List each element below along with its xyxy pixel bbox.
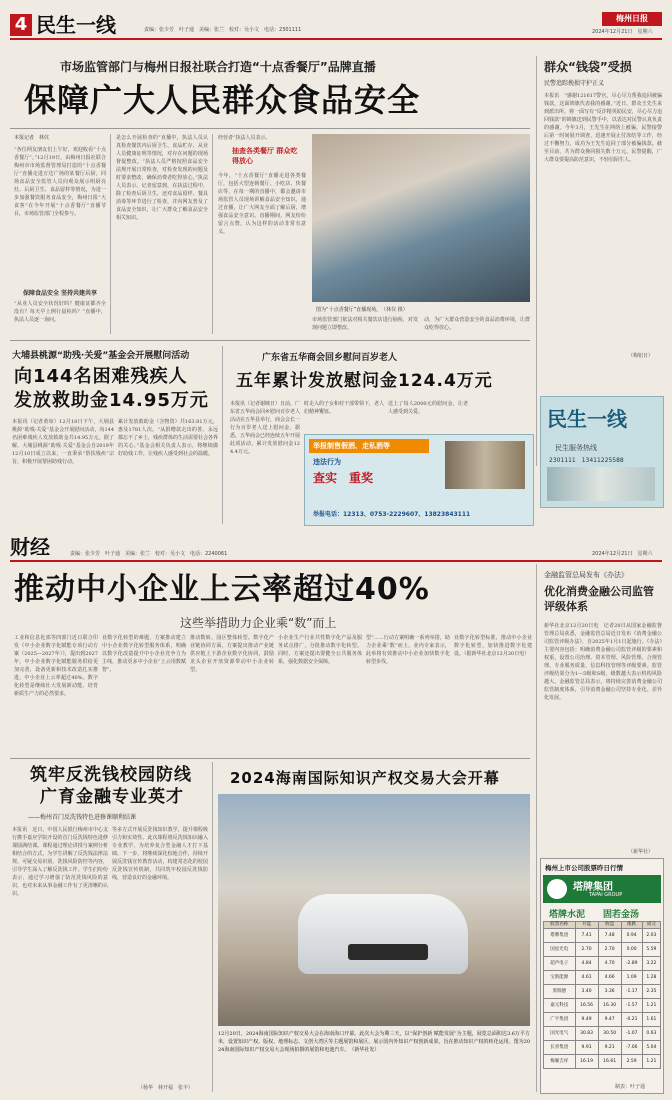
table-cell: 2.03 xyxy=(642,929,660,943)
lead-sub1: 保障食品安全 坚持共建共享 xyxy=(22,290,98,297)
table-row xyxy=(544,1027,661,1041)
table-cell: 4.70 xyxy=(598,957,621,971)
company-banner xyxy=(543,875,661,903)
table-cell: 2.70 xyxy=(598,943,621,957)
table-cell: 1.61 xyxy=(642,1013,660,1027)
lead-body-col4: 市场监管部门依法对相关餐饮店进行抽检，对发现问题立即整改。 xyxy=(312,317,418,331)
ad-box xyxy=(304,434,534,526)
table-cell: 国光电气 xyxy=(544,1027,576,1041)
expo-car-grille xyxy=(348,944,428,960)
company-slogan-1: 塔牌水泥 xyxy=(549,910,586,920)
lead-sub2: 抽查各类餐厅 群众吃得放心 xyxy=(232,147,298,165)
table-cell: 广宇集团 xyxy=(544,1013,576,1027)
lead-body-col5: 动，为广大群众营造安全的食品消费环境，让群众吃得放心。 xyxy=(424,317,530,331)
lead-body-col3a: 经营者“执法人员表示。 xyxy=(218,135,271,141)
finance2-title-l2: 广育金融专业英才 xyxy=(40,787,184,807)
ad-bottle-photo xyxy=(445,441,525,489)
table-cell: 1.21 xyxy=(642,1055,660,1069)
table-cell: 5.59 xyxy=(642,943,660,957)
lead-kicker: 市场监管部门与梅州日报社联合打造“十点香餐厅”品牌直播 xyxy=(60,60,376,74)
table-cell: 0.00 xyxy=(621,943,642,957)
page2-section: 财经 xyxy=(10,535,50,559)
story3-kicker: 广东省五华商会回乡慰问百岁老人 xyxy=(262,353,398,363)
company-logo-icon xyxy=(547,879,567,899)
side2-title: 优化消费金融公司监管评级体系 xyxy=(544,585,654,613)
section-title: 民生一线 xyxy=(36,13,116,37)
finance-title: 推动中小企业上云率超过40% xyxy=(14,572,430,607)
page2-date: 2024年12月21日 星期六 xyxy=(592,551,653,557)
promo-photo xyxy=(547,467,655,501)
promo-box xyxy=(540,396,664,508)
table-row xyxy=(544,999,661,1013)
table-cell: 9.91 xyxy=(575,1041,598,1055)
col-header: 成交 xyxy=(642,922,660,929)
table-row xyxy=(544,985,661,999)
page2-header xyxy=(10,536,662,562)
editors-line: 责编：张少芳 叶子通 美编：张兰 校对：吴小文 电话：2301111 xyxy=(144,27,302,33)
masthead: 梅州日报 xyxy=(616,14,648,23)
story2-title-l2: 发放救助金14.95万元 xyxy=(14,390,209,411)
story2-kicker: 大埔县桃源“助残·关爱”基金会开展慰问活动 xyxy=(12,351,190,361)
table-cell: 3.40 xyxy=(575,985,598,999)
table-row xyxy=(544,957,661,971)
company-name-en: TAPAI GROUP xyxy=(589,892,623,898)
table-cell: -1.17 xyxy=(621,985,642,999)
expo-title: 2024海南国际知识产权交易大会开幕 xyxy=(230,769,500,787)
page-header xyxy=(10,12,662,40)
lead-body-col3: 今年，“十点香餐厅”直播走进各类餐厅，包括大型连锁餐厅、小吃店、快餐店等，在每一期的直播中，都会邀请市场监管人员现场讲解食品安全知识，通过直播，让广大网友全面了解后厨，增强食品安全意识。直播期间，网友纷纷留言点赞，认为这样的活动非常有意义。 xyxy=(218,173,306,235)
side2-kicker: 金融监管总局发布《办法》 xyxy=(544,571,628,579)
finance-body-col3: 推动数转、园区整体转型。数字化产业链协同方面，方案提出推动产业链供应链上下游企业数字化协同，鼓励龙头企业开放资源带动中小企业转型。 xyxy=(190,635,274,673)
table-cell: 7.48 xyxy=(598,929,621,943)
table-cell: 30.50 xyxy=(598,1027,621,1041)
ad-line2: 违法行为 xyxy=(313,458,341,466)
lead-body-col1: “各位网友朋友们上午好，欢迎收看“十点香餐厅”。”12月19日，由梅州日报社联合梅州市市场监督管理局打造的“十点香餐厅”直播走进万达广场的某餐厅后厨，同场食品安全监管人员向观众展示明厨亮灶、后厨卫生、食品留样等情况。为进一步加强餐饮服务食品安全，梅州日报“大食客”在今年开展“十点香餐厅”直播节目，市场监管部门全程参与。 xyxy=(14,147,106,217)
table-cell: 奥瑞德 xyxy=(544,985,576,999)
col-header: 收盘 xyxy=(598,922,621,929)
table-cell: 16.19 xyxy=(575,1055,598,1069)
finance2-title-l1: 筑牢反洗钱校园防线 xyxy=(30,765,192,785)
table-cell: 7.41 xyxy=(575,929,598,943)
table-cell: 9.21 xyxy=(598,1041,621,1055)
expo-photo xyxy=(218,794,530,1026)
table-cell: -7.06 xyxy=(621,1041,642,1055)
ad-line1: 举报制售假酒、走私酒等 xyxy=(313,442,390,450)
promo-title: 民生一线 xyxy=(547,407,627,431)
side2-body: 新华社北京12月20日电 记者20日从国家金融监督管理总局获悉，金融监管总局近日发布《消费金融公司监管评级办法》，自2025年1月1日起施行。《办法》主要内容包括：明确消费金融公司监管评级的要素和权重，设置公司治理、资本管理、风险管理、合规管理、专业服务质量、信息科技管理等评级要素。监管评级结果分为1—5级和S级，级数越大表示机构风险越大。金融监管总局表示，将持续完善消费金融公司监管制度体系，引导消费金融公司坚持专业化、差异化发展。 xyxy=(544,623,662,701)
table-cell: 2.59 xyxy=(621,1055,642,1069)
table-cell: 4.84 xyxy=(575,957,598,971)
col-header: 股票名称 xyxy=(544,922,576,929)
col-header: 涨跌 xyxy=(621,922,642,929)
table-cell: -1.07 xyxy=(621,1027,642,1041)
finance-subtitle: 这些举措助力企业乘“数”而上 xyxy=(180,616,337,630)
table-row xyxy=(544,1013,661,1027)
table-cell: 16.56 xyxy=(575,999,598,1013)
table-cell: 4.66 xyxy=(598,971,621,985)
table-row xyxy=(544,971,661,985)
table-cell: 长青集团 xyxy=(544,1041,576,1055)
side1-title: 群众“钱袋”受损 xyxy=(544,60,632,74)
masthead-badge xyxy=(602,12,662,26)
stocks-table xyxy=(543,921,661,1069)
finance2-byline: （杨华 林开福 张丰） xyxy=(138,1085,194,1091)
side2-byline: （新华社） xyxy=(628,849,654,855)
table-cell: 1.21 xyxy=(642,999,660,1013)
lead-byline: 本报记者 林仪 xyxy=(14,135,50,141)
finance-body-col1: 工业和信息化部等四部门近日联合印发《中小企业数字化赋能专项行动方案（2025—2027年）》，提出到2027年，中小企业数字化赋能服务供给更加完善，设备更新和技术改造扎实推进，中小企业上云率超过40%。数字化转型是继续壮大发展新动能、培育新质生产力的必然要求。 xyxy=(14,635,98,697)
table-row xyxy=(544,929,661,943)
lead-title: 保障广大人民群众食品安全 xyxy=(24,81,421,119)
lead-photo-caption: 图为“十点香餐厅”直播现场。 （林仪 摄） xyxy=(316,307,408,313)
stocks-header-row xyxy=(544,922,661,929)
table-cell: 2.35 xyxy=(642,985,660,999)
finance-body-col6: 业数字化转型标准，推动中小企业数字化转型，加快推进数字化建设。（据新华社北京12月20日电） xyxy=(454,635,532,657)
stocks-header: 梅州上市公司股票昨日行情 xyxy=(545,864,623,872)
table-cell: -2.89 xyxy=(621,957,642,971)
lead-body-col1b: “从业人员安全状况好吗？健康证都齐全没有？每天早上例行晨检吗？”直播中，执法人员逐一询问。 xyxy=(14,301,106,323)
story2-title-l1: 向144名困难残疾人 xyxy=(14,366,188,387)
table-cell: 0.63 xyxy=(642,1027,660,1041)
table-cell: 塔牌集团 xyxy=(544,929,576,943)
story3-body-col2: 时走入的子女和村干部带领下，老人们精神矍铄。 xyxy=(304,401,384,415)
side1-body: 本报讯 “感谢121617警官，尽心尽力帮我追回被骗钱款，这面锦旗代表我的感谢。”近日，群众王先生来到派出所，将一面写有“反诈精英助民安，尽心尽力追回钱款”的锦旗送到民警手中，以表达对民警认真负责的感谢。今年3月，王先生在网络上被骗，民警接警后第一时间展开调查，迅速开展止付冻结等工作，经过不懈努力，成功为王先生追回了部分被骗钱款。截至目前，共为群众挽回损失数十万元。民警提醒，广大群众要提高防范意识，不轻信陌生人。 xyxy=(544,93,662,163)
table-cell: -1.57 xyxy=(621,999,642,1013)
promo-phone: 2301111 13411225588 xyxy=(549,457,624,464)
lead-body-col2: 是怎么开展检查的”直播中，执法人员认真检查餐饮内后厨卫生、食品贮存、从业人员健康证明等情况，对存在问题的现场督促整改。“执法人员严格按照食品安全法规开展日常检查，对检查发现的问题及时要求整改，确保消费者吃得放心。”执法人员表示。记者留意到，在执法过程中，除了检查后厨卫生，还对食品留样、餐具消毒等环节进行了检查，并向网友普及了食品安全知识，让广大群众了解食品安全相关知识。 xyxy=(116,135,208,221)
finance2-subtitle: ——梅州首门反洗钱特色进修课顺利结课 xyxy=(28,814,137,821)
finance2-body-col2: 等多方式开展反洗钱知识教学，提升课程吸引力和实效性。此次课程将反洗钱知识融入专业教学，为培养复合型金融人才打下基础。下一步，将继续深化校地合作，持续开展反洗钱宣传教育活动，构建常态化的校园反洗钱宣传机制，共同筑牢校园反洗钱防线，营造良好的金融环境。 xyxy=(112,827,208,881)
page2-editors: 责编：张少芳 叶子通 美编：张兰 校对：吴小文 电话：2240061 xyxy=(70,551,228,557)
table-cell: 16.30 xyxy=(598,999,621,1013)
table-cell: 16.61 xyxy=(598,1055,621,1069)
ad-hotline: 举报电话：12313、0753-2229607、13823843111 xyxy=(313,511,471,518)
table-cell: -0.21 xyxy=(621,1013,642,1027)
col-header: 开盘 xyxy=(575,922,598,929)
table-row xyxy=(544,943,661,957)
side1-subtitle: 民警追踪挽损守护正义 xyxy=(544,80,605,87)
lead-photo xyxy=(312,134,530,302)
table-cell: 9.49 xyxy=(575,1013,598,1027)
company-slogan-2: 固若金汤 xyxy=(603,910,640,920)
finance2-body-col1: 本报讯 近日，中国人民银行梅州市中心支行携手嘉应学院开设的首门反洗钱特色进修课圆满结课。课程通过理论讲授与案例分析相结合的方式，为学生讲解了反洗钱法律法规、可疑交易识别、洗钱风险防控等内容，引导学生深入了解反洗钱工作。学生们纷纷表示，通过学习增强了防范洗钱风险的意识，也对未来从事金融工作有了更清晰的认识。 xyxy=(12,827,108,897)
table-cell: 嘉元科技 xyxy=(544,999,576,1013)
table-cell: 1.28 xyxy=(642,971,660,985)
table-cell: 1.09 xyxy=(621,971,642,985)
table-row xyxy=(544,1055,661,1069)
page-date: 2024年12月21日 星期六 xyxy=(592,29,653,35)
stocks-box xyxy=(540,858,664,1094)
story2-body-col1: 本报讯（记者黄琼）12月18日下午，大埔县桃源“助残·关爱”基金会开展慰问活动，向144名困难残疾人发放救助金共14.95万元。据了解，大埔县桃源“助残·关爱”基金会自2019年12月10日成立以来，一直秉承“帮扶残疾”宗旨，积极开展帮困助残行动。 xyxy=(12,419,114,465)
table-cell: 宝新能源 xyxy=(544,971,576,985)
expo-caption: 12月20日，2024海南国际知识产权交易大会在海南海口开幕。此次大会为期三天，以“保护创新 赋能发展”为主题，展览总面积达3.6万平方米，设置知识产权、版权、地理标志、文创大湾区等主题展馆和展区，展示国内外知识产权创新成果，旨在推动知识产权的转化运用。图为2024海南国际知识产权交易大会现场拍摄的展馆和电池汽车。 （新华社发） xyxy=(218,1031,530,1053)
side1-byline: （梅铝日） xyxy=(628,353,654,359)
stocks-byline: 制表：叶子通 xyxy=(615,1084,646,1090)
table-cell: 3.22 xyxy=(642,957,660,971)
table-cell: 4.61 xyxy=(575,971,598,985)
ad-line3: 查实 重奖 xyxy=(313,471,374,485)
table-cell: 5.04 xyxy=(642,1041,660,1055)
company-name: 塔牌集团 xyxy=(573,882,613,893)
story3-body-col1: 本报讯（记者谢映日）日前，广东省五华商会回乡慰问百岁老人活动在五华县举行，商会会长一行为百岁老人送上慰问金。据悉，五华商会已经连续五年开展此项活动，累计发放慰问金124.4万元。 xyxy=(230,401,300,455)
table-cell: 3.36 xyxy=(598,985,621,999)
table-cell: 0.94 xyxy=(621,929,642,943)
promo-line1: 民生服务热线 xyxy=(555,444,597,452)
table-cell: 30.83 xyxy=(575,1027,598,1041)
story3-body-col3: 送上了每人2000元的慰问金，让老人感受到关爱。 xyxy=(388,401,468,415)
table-cell: 梅雁吉祥 xyxy=(544,1055,576,1069)
story2-body-col2: 累计发放救助金（含物资）共163.81万元，惠及1781人次。“从捐赠款走出的善，永远都忘不了乡土，残疾群体的生活需要社会各界的关心。”基金会相关负责人表示，将继续做好助残工作，让残疾人感受到社会的温暖。 xyxy=(118,419,218,457)
table-cell: 国星光电 xyxy=(544,943,576,957)
finance-body-col4: 小企业生产行业共性数字化产品及服务试点推广，分批推动数字化转型。同时，方案还提出要健全公共服务体系，强化数据安全保障。 xyxy=(278,635,362,665)
table-cell: 超声电子 xyxy=(544,957,576,971)
table-row xyxy=(544,1041,661,1055)
table-cell: 2.70 xyxy=(575,943,598,957)
table-cell: 9.47 xyxy=(598,1013,621,1027)
story3-title: 五年累计发放慰问金124.4万元 xyxy=(236,371,493,391)
finance-body-col5: 型”……行动方案明确一系列举措，助力企业乘“数”而上。业内专家表示，此举将有效推动中小企业加快数字化转型步伐。 xyxy=(366,635,450,665)
finance-body-col2: 业数字化转型的难题，方案推动建立中小企业数字化转型服务体系，明确以数字化改造提升中小企业竞争力为主线，推动更多中小企业“上云用数赋智”。 xyxy=(102,635,186,673)
expo-car xyxy=(298,894,468,974)
page-number: 4 xyxy=(10,14,32,36)
